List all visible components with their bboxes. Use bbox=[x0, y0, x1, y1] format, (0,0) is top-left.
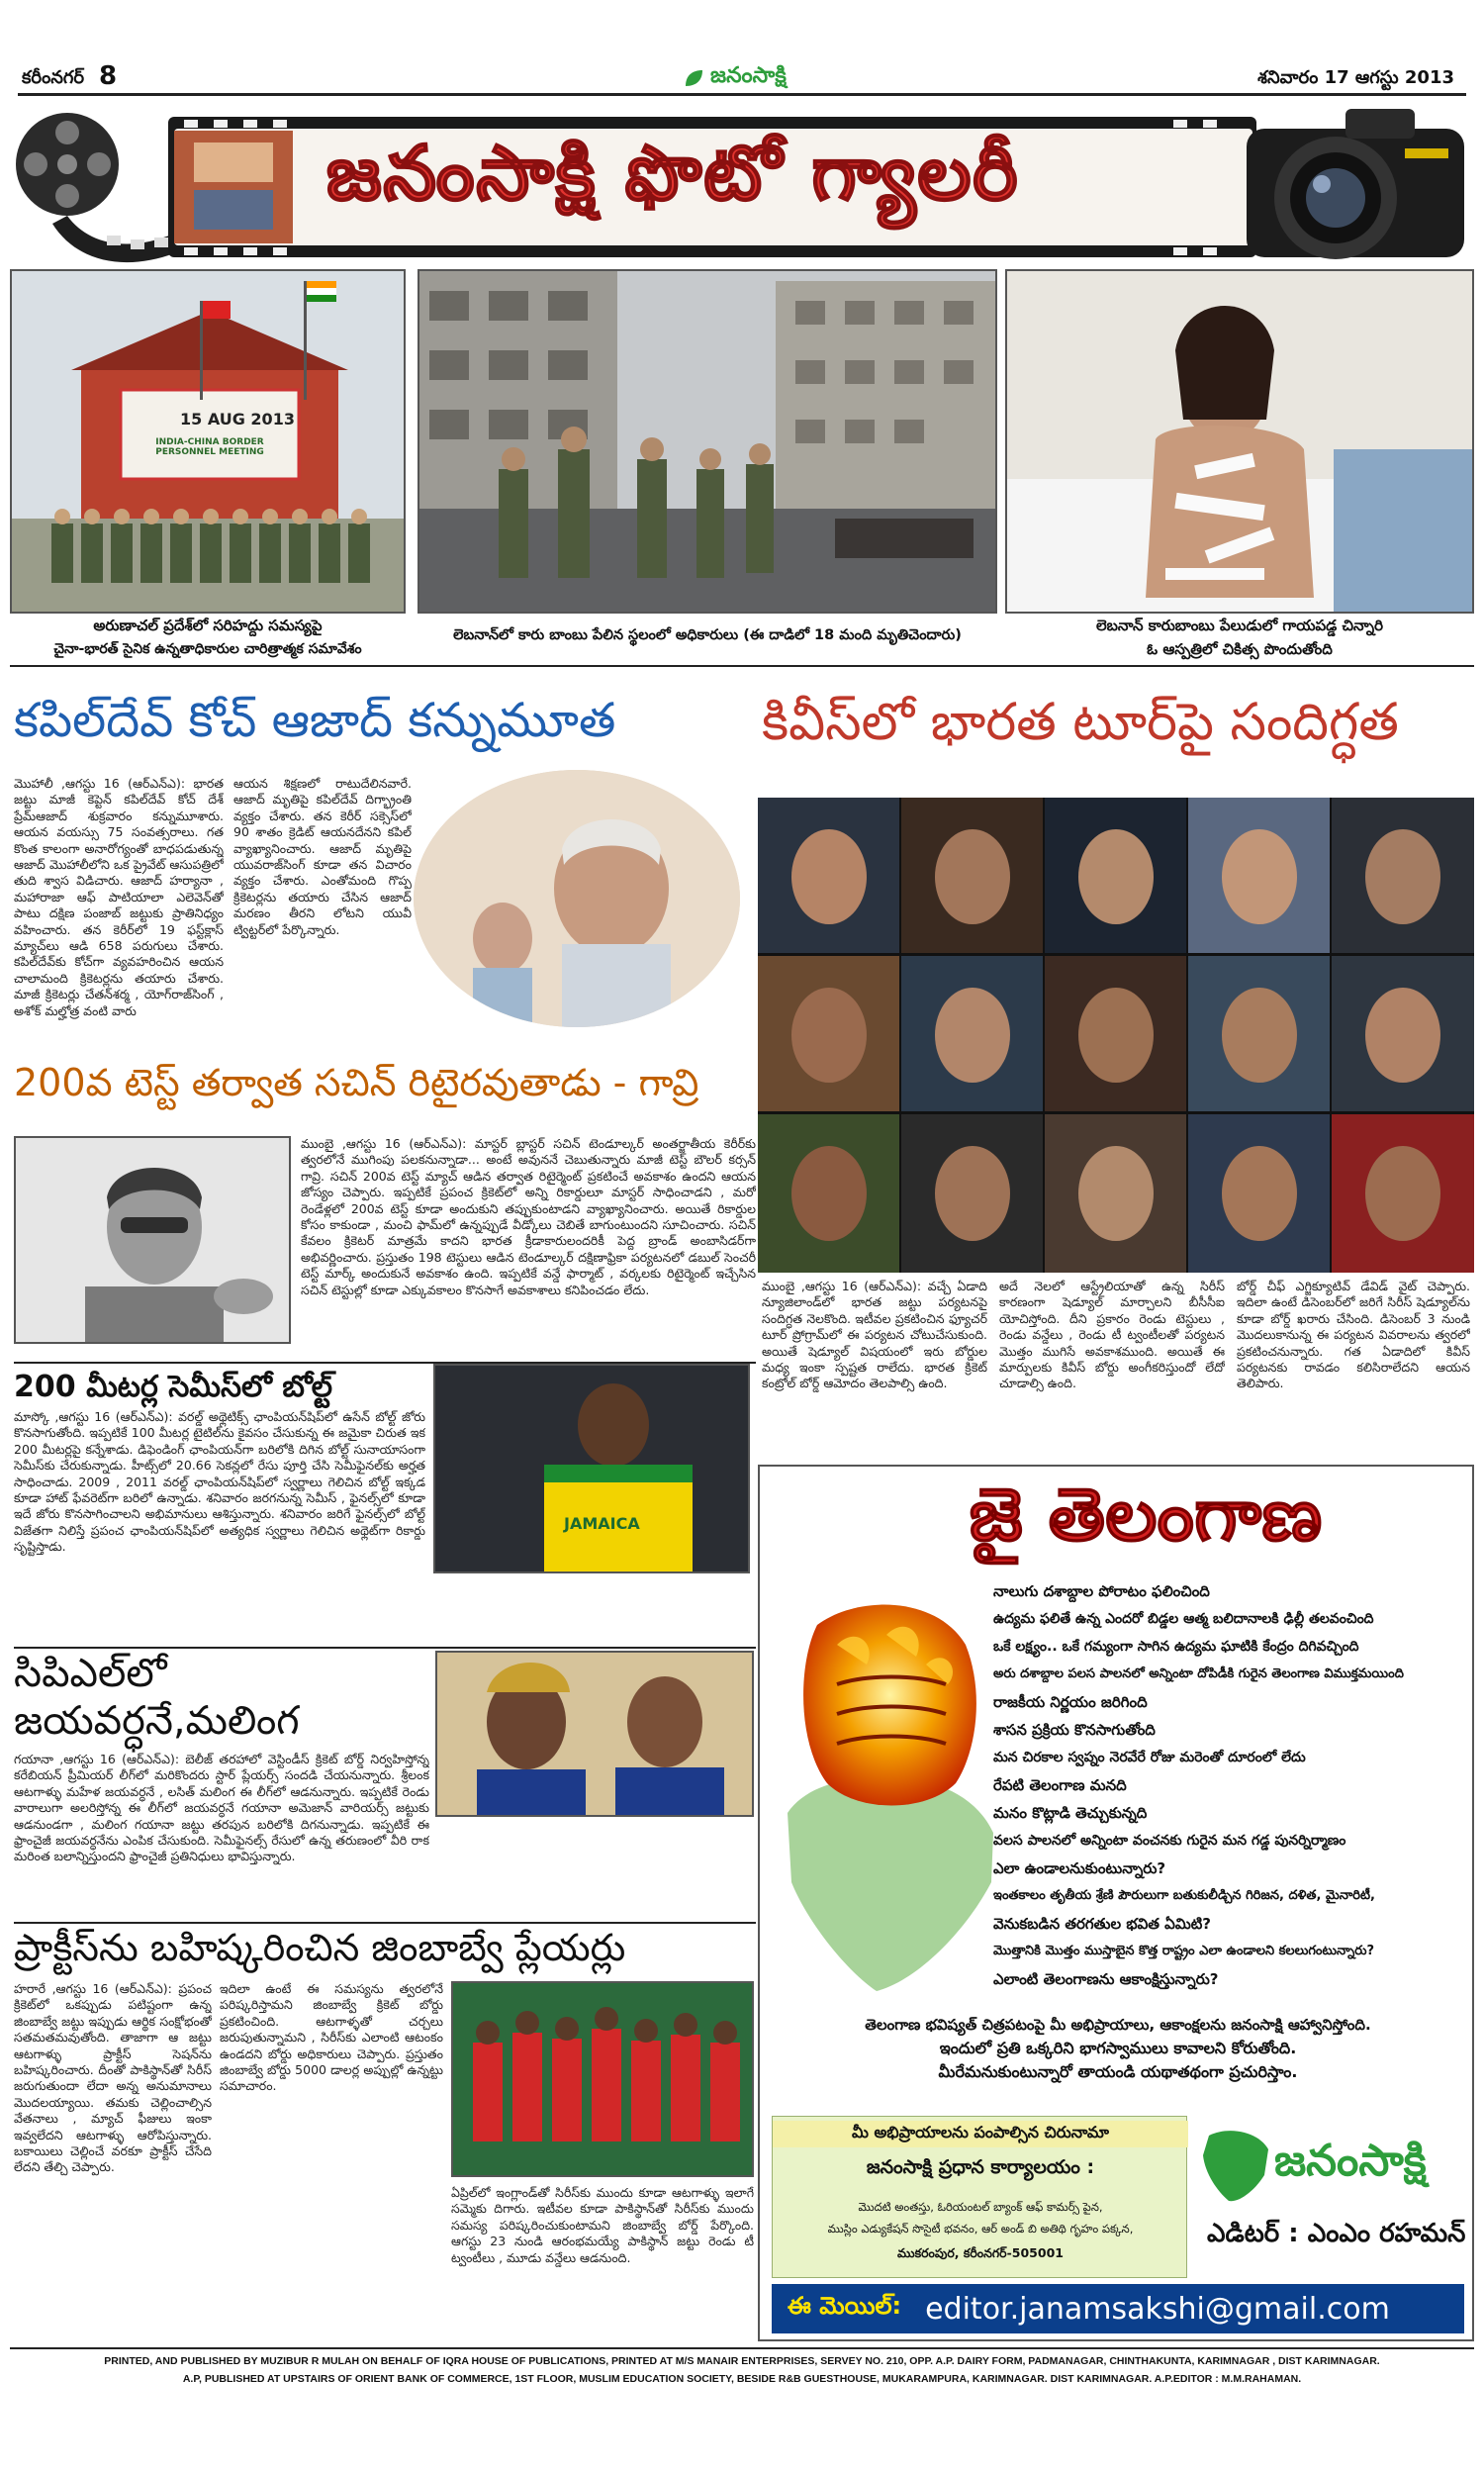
gallery-photo-injured-child bbox=[1005, 269, 1474, 614]
telangana-line-7: మన చిరకాల స్వప్నం నెరవేరే రోజు మరెంతో దూరంలో లేదు bbox=[993, 1750, 1306, 1765]
footer-line1: PRINTED, AND PUBLISHED BY MUZIBUR R MULAH ON BEHALF OF IQRA HOUSE OF PUBLICATIONS, PRINTED AT M/S MANAIR ENTERPRISES, SERVEY NO. 210, OPP. A.P. DAIRY FORM, PADMANAGAR, CHINTHAKUNTA, KARIMNAGAR , DIST KARIMNAGAR. bbox=[104, 2355, 1380, 2367]
azad-portrait-image bbox=[414, 770, 740, 1027]
address-line1: మొదటి అంతస్తు, ఓరియంటల్ బ్యాంక్ ఆఫ్ కామర్స్ పైన, bbox=[858, 2200, 1103, 2214]
gavri-photo bbox=[14, 1136, 291, 1344]
telangana-line-13: వెనుకబడిన తరగతుల భవిత ఏమిటి? bbox=[993, 1915, 1211, 1933]
border-meeting-sign-date: 15 AUG 2013 bbox=[180, 410, 295, 428]
telangana-line-3: ఒకే లక్ష్యం.. ఒకే గమ్యంగా సాగిన ఉద్యమ ఘాటికి కేంద్రం దిగివచ్చింది bbox=[993, 1639, 1359, 1655]
telangana-line-9: మనం కొట్లాడి తెచ్చుకున్నది bbox=[993, 1804, 1148, 1822]
telangana-line-1: నాలుగు దశాబ్దాల పోరాటం ఫలించింది bbox=[993, 1582, 1210, 1600]
gavri-portrait-image bbox=[16, 1138, 291, 1344]
telangana-ad bbox=[758, 1465, 1474, 2341]
page-number: 8 bbox=[99, 61, 118, 91]
telangana-appeal-line3: మీరేమనుకుంటున్నారో తాయండి యథాతథంగా ప్రచురిస్తాం. bbox=[938, 2062, 1298, 2081]
malinga-jayawardene-image bbox=[437, 1653, 754, 1817]
telangana-line-12: ఇంతకాలం తృతీయ శ్రేణి పౌరులుగా బతుకులీడ్చిన గిరిజన, దళిత, మైనారిటీ, bbox=[993, 1888, 1375, 1903]
gallery-bottom-rule bbox=[10, 665, 1474, 667]
cpl-bottom-rule bbox=[14, 1922, 756, 1924]
cpl-headline-line2: జయవర్ధనే,మలింగ bbox=[14, 1698, 300, 1744]
sachin-body: ముంబై ,ఆగస్టు 16 (ఆర్ఎన్ఎ): మాస్టర్ బ్లాస్టర్ సచిన్ టెండూల్కర్ అంతర్జాతీయ కెరీర్‌కు త్వరలోనే ముగింపు పలకనున్నాడా... అంటే అవుననే చెబుతున్నారు మాజీ టెస్ట్ బౌలర్ కర్సన్ గావ్రి. సచిన్ 200వ టెస్ట్ మ్యాచ్ ఆడిన తర్వాత రిటైర్మెంట్ ప్రకటించే అవకాశం ఉందని ఆయన జోస్యం చెప్పారు. ఇప్పటికే ప్రపంచ క్రికెట్‌లో అన్ని రికార్డులూ మాస్టర్ సాధించాడని , మరో రెండేళ్లలో 200వ టెస్ట్ కూడా అందుకుని తప్పుకుంటాడని వ్యాఖ్యానించారు. అయితే రికార్డుల కోసం కాకుండా , మంచి ఫామ్‌లో ఉన్నప్పుడే వీడ్కోలు చెబితే బాగుంటుందని సూచించారు. సచిన్ కేవలం క్రికెటర్ మాత్రమే కాదని భారత క్రీడాకారులందరికీ పెద్ద బ్రాండ్ అంబాసిడర్‌గా అభివర్ణించారు. ప్రస్తుతం 198 టెస్టులు ఆడిన టెండూల్కర్ దక్షిణాఫ్రికా పర్యటనలో డబుల్ సెంచరీ టెస్ట్ మార్క్ అందుకునే అవకాశం ఉంది. ఇప్పటికే వన్డే ఫార్మాట్ , వర్కలకు రిటైర్మెంట్ ఇచ్చేసిన సచిన్ టెస్టుల్లో కూడా ఎక్కువకాలం కొనసాగే అవకాశాలు కనిపించడం లేదు. bbox=[301, 1136, 756, 1297]
telangana-appeal-line2: ఇందులో ప్రతి ఒక్కరిని భాగస్వాములు కావాలని కోరుతోంది. bbox=[939, 2039, 1297, 2057]
email-label: ఈ మెయిల్: bbox=[788, 2292, 902, 2320]
telangana-line-8: రేపటి తెలంగాణ మనది bbox=[993, 1776, 1127, 1794]
address-box bbox=[772, 2116, 1187, 2278]
kiwis-body-col2: అదే నెలలో ఆస్ట్రేలియాతో ఉన్న సిరీస్ కారణంగా షెడ్యూల్ మార్చాలని బీసీసీఐ యోచిస్తోంది. దీని ప్రకారం రెండు టెస్టులు , రెండు వన్డేలు , రెండు టీ ట్వంటీలతో పర్యటన మొత్తం ముగిసే అవకాశముంది. అయితే ఈ మార్పులకు కివీస్ బోర్డు అంగీకరిస్తుందో లేదో చూడాల్సి ఉంది. bbox=[999, 1279, 1225, 1391]
telangana-map-icon bbox=[1199, 2126, 1272, 2205]
camera-icon bbox=[1227, 99, 1474, 267]
telangana-line-15: ఎలాంటి తెలంగాణను ఆకాంక్షిస్తున్నారు? bbox=[993, 1970, 1219, 1988]
telangana-line-4: అరు దశాబ్దాల పలస పాలనలో అన్నింటా దోపిడీకి గురైన తెలంగాణ విముక్తమయింది bbox=[993, 1666, 1404, 1681]
bolt-bottom-rule bbox=[14, 1647, 756, 1649]
page-location: కరీంనగర్ bbox=[22, 67, 84, 88]
telangana-line-2: ఉద్యమ ఫలితే ఉన్న ఎందరో బిడ్డల ఆత్మ బలిదానాలకి ఢిల్లీ తలవంచింది bbox=[993, 1611, 1374, 1627]
gallery-banner bbox=[0, 99, 1484, 267]
bolt-image bbox=[435, 1366, 750, 1573]
kapil-body-col1: మొహాలీ ,ఆగస్టు 16 (ఆర్ఎన్ఎ): భారత జట్టు మాజీ కెప్టెన్ కపిల్‌దేవ్ కోచ్ దేశ్ ప్రేమ్‌ఆజాద్ శుక్రవారం కన్నుమూశారు. ఆయన వయస్సు 75 సంవత్సరాలు. గత కొంత కాలంగా అనారోగ్యంతో బాధపడుతున్న ఆజాద్ మొహాలీలోని ఒక ప్రైవేట్ ఆసుపత్రిలో తుది శ్వాస విడిచారు. ఆజాద్ హర్యానా , మహారాజా ఆఫ్ పాటియాలా ఎలెవెన్‌తో పాటు దక్షిణ పంజాబ్ జట్టుకు ప్రాతినిధ్యం వహించారు. తన కెరీర్‌లో 19 ఫస్ట్‌క్లాస్ మ్యాచ్‌లు ఆడి 658 పరుగులు చేశారు. కపిల్‌దేవ్‌కు కోచ్‌గా వ్యవహరించిన ఆయన చాలామంది క్రికెటర్లను తయారు చేశారు. మాజీ క్రికెటర్లు చేతన్‌శర్మ , యోగ్‌రాజ్‌సింగ్ , అశోక్ మల్హోత్ర వంటి వారు bbox=[14, 776, 224, 1018]
telangana-line-11: ఎలా ఉండాలనుకుంటున్నారు? bbox=[993, 1859, 1166, 1877]
email-address[interactable]: editor.janamsakshi@gmail.com bbox=[925, 2291, 1390, 2327]
bolt-jersey-text: JAMAICA bbox=[564, 1514, 640, 1533]
injured-child-image bbox=[1007, 271, 1474, 614]
film-reel-icon bbox=[8, 105, 176, 263]
photo2-caption: లెబనాన్‌లో కారు బాంబు పేలిన స్థలంలో అధికారులు (ఈ దాడిలో 18 మంది మృతిచెందారు) bbox=[453, 627, 962, 643]
cpl-headline-line1: సిపిఎల్‌లో bbox=[14, 1651, 167, 1696]
raised-fist-emblem bbox=[768, 1585, 1005, 2001]
border-meeting-sign-text: INDIA-CHINA BORDER PERSONNEL MEETING bbox=[155, 437, 264, 457]
masthead-logo bbox=[683, 63, 787, 93]
photo1-caption-line1: అరుణాచల్ ప్రదేశ్‌లో సరిహద్దు సమస్యపై bbox=[93, 617, 323, 634]
address-line2: ముస్లిం ఎడ్యుకేషన్ సొసైటీ భవనం, ఆర్ అండ్ బి అతిథి గృహం పక్కన, bbox=[827, 2222, 1134, 2236]
ad-logo-block bbox=[1195, 2116, 1468, 2278]
kiwis-player-grid bbox=[758, 798, 1474, 1273]
kiwis-headline: కివీస్‌లో భారత టూర్‌పై సందిగ్ధత bbox=[762, 693, 1399, 752]
telangana-lines bbox=[993, 1577, 1468, 1993]
zimbabwe-body-col3: ఏప్రిల్‌లో ఇంగ్లాండ్‌తో సిరీస్‌కు ముందు కూడా ఆటగాళ్ళు ఇలాగే సమ్మెకు దిగారు. ఇటీవల కూడా పాకిస్థాన్‌తో సిరీస్‌కు ముందు సమస్య పరిష్కరించుకుంటామని జింబాబ్వే బోర్డ్ పేర్కొంది. ఆగస్టు 23 నుండి ఆరంభమయ్యే పాకిస్థాన్ జట్టు రెండు టీ ట్వంటీలు , మూడు వన్డేలు ఆడనుంది. bbox=[451, 2185, 754, 2265]
telangana-appeal bbox=[780, 2013, 1456, 2084]
telangana-appeal-line1: తెలంగాణ భవిష్యత్ చిత్రపటంపై మీ అభిప్రాయాలు, ఆకాంక్షలను జనంసాక్షి ఆహ్వానిస్తోంది. bbox=[865, 2016, 1371, 2034]
telangana-line-14: మొత్తానికి మొత్తం ముస్తాబైన కొత్త రాష్ట్రం ఎలా ఉండాలని కలలుగంటున్నారు? bbox=[993, 1944, 1375, 1958]
masthead bbox=[0, 0, 1484, 91]
cpl-photo bbox=[435, 1651, 754, 1817]
gallery-photo-lebanon-blast bbox=[417, 269, 997, 614]
bolt-body: మాస్కో ,ఆగస్టు 16 (ఆర్ఎన్ఎ): వరల్డ్ అథ్లెటిక్స్ ఛాంపియన్‌షిప్‌లో ఉసేన్ బోల్ట్ జోరు కొనసాగుతోంది. ఇప్పటికే 100 మీటర్ల టైటిల్‌ను కైవసం చేసుకున్న ఈ జమైకా చిరుత ఇక 200 మీటర్లపై కన్నేశాడు. డిఫెండింగ్ ఛాంపియన్‌గా బరిలోకి దిగిన బోల్ట్ సునాయాసంగా సెమీస్‌కు చేరుకున్నాడు. హీట్స్‌లో 20.66 సెకన్లలో రేసు పూర్తి చేసి సెమీఫైనల్‌కు అర్హత సాధించాడు. 2009 , 2011 వరల్డ్ ఛాంపియన్‌షిప్‌లో స్వర్ణాలు గెలిచిన బోల్ట్ ఇక్కడ కూడా హాట్ ఫేవరెట్‌గా బరిలో ఉన్నాడు. శనివారం జరగనున్న సెమీస్ , ఫైనల్స్‌లో కూడా ఇదే జోరు కొనసాగించాలని అభిమానులు ఆశిస్తున్నారు. శనివారం జరిగే ఫైనల్స్‌లో బోల్ట్ విజేతగా నిలిస్తే ప్రపంచ ఛాంపియన్‌షిప్‌లో అత్యధిక స్వర్ణాలు గెలిచిన అథ్లెట్‌గా రికార్డు సృష్టిస్తాడు. bbox=[14, 1409, 425, 1555]
masthead-logo-text: జనంసాక్షి bbox=[710, 63, 787, 88]
photo1-caption-line2: చైనా-భారత్ సైనిక ఉన్నతాధికారుల చారిత్రాత్మక సమావేశం bbox=[53, 641, 362, 657]
sachin-headline: 200వ టెస్ట్ తర్వాత సచిన్ రిటైరవుతాడు - గావ్రి bbox=[14, 1061, 699, 1104]
fist-map-icon bbox=[768, 1585, 1005, 2001]
gallery-title: జనంసాక్షి ఫొటో గ్యాలరీ bbox=[326, 129, 1020, 217]
lebanon-blast-image bbox=[419, 271, 997, 614]
kiwis-body-col3: బోర్డ్ చీఫ్ ఎగ్జిక్యూటివ్ డేవిడ్ వైట్ చెప్పారు. ఇదిలా ఉంటే డిసెంబర్‌లో జరిగే సిరీస్ షెడ్యూల్‌ను కూడా బోర్డ్ ఖరారు చేసింది. డిసెంబర్ 3 నుండి మొదలుకానున్న ఈ పర్యటన వివరాలను త్వరలో ప్రకటించనున్నారు. గత ఏడాదిలో కివీస్ పర్యటనకు రావడం కలిసిరాలేదని ఆయన తెలిపారు. bbox=[1237, 1279, 1470, 1391]
telangana-title: జై తెలంగాణ bbox=[969, 1473, 1323, 1558]
bolt-headline: 200 మీటర్ల సెమీస్‌లో బోల్ట్ bbox=[14, 1370, 333, 1404]
address-line3: ముకరంపుర, కరీంనగర్-505001 bbox=[897, 2245, 1064, 2260]
bolt-photo bbox=[433, 1364, 750, 1573]
kapil-body-col2: ఆయన శిక్షణలో రాటుదేలినవారే. ఆజాద్ మృతిపై కపిల్‌దేవ్ దిగ్భ్రాంతి వ్యక్తం చేశారు. తన కెరీర్ సక్సెస్‌లో 90 శాతం క్రెడిట్ ఆయనదేనని కపిల్ వ్యాఖ్యానించారు. ఆజాద్ మృతిపై యువరాజ్‌సింగ్ కూడా తన విచారం వ్యక్తం చేశారు. ఎంతోమంది గొప్ప క్రికెటర్లను తయారు చేసిన ఆజాద్ మరణం తీరని లోటని యువీ ట్విట్టర్‌లో పేర్కొన్నారు. bbox=[233, 776, 412, 937]
footer-rule bbox=[10, 2347, 1474, 2349]
logo-leaf-icon bbox=[683, 67, 704, 89]
gallery-photo-border-meeting bbox=[10, 269, 406, 614]
photo3-caption-line1: లెబనాన్ కారుబాంబు పేలుడులో గాయపడ్డ చిన్నారి bbox=[1096, 617, 1383, 634]
zimbabwe-body-col1: హరారే ,ఆగస్టు 16 (ఆర్ఎన్ఎ): ప్రపంచ క్రికెట్‌లో ఒకప్పుడు పటిష్టంగా ఉన్న జింబాబ్వే జట్టు ఇప్పుడు ఆర్థిక సంక్షోభంతో సతమతమవుతోంది. తాజాగా ఆ జట్టు ఆటగాళ్ళు ప్రాక్టీస్ సెషన్‌ను బహిష్కరించారు. దీంతో పాకిస్థాన్‌తో సిరీస్ జరుగుతుందా లేదా అన్న అనుమానాలు మొదలయ్యాయి. తమకు చెల్లించాల్సిన వేతనాలు , మ్యాచ్ ఫీజులు ఇంకా ఇవ్వలేదని ఆటగాళ్ళు ఆరోపిస్తున్నారు. బకాయిలు చెల్లించే వరకూ ప్రాక్టీస్ చేసేది లేదని తేల్చి చెప్పారు. bbox=[14, 1981, 212, 2175]
cpl-body: గయానా ,ఆగస్టు 16 (ఆర్ఎన్ఎ): బెలీజ్ తరహాలో వెస్టిండీస్ క్రికెట్ బోర్డ్ నిర్వహిస్తోన్న కరేబియన్ ప్రీమియర్ లీగ్‌లో మరికొందరు స్టార్ ప్లేయర్స్ సందడి చేయనున్నారు. శ్రీలంక ఆటగాళ్ళు మహేళ జయవర్ధనే , లసిత్ మలింగ ఈ లీగ్‌లో ఆడనున్నారు. ఇప్పటికే రెండు వారాలుగా అలరిస్తోన్న ఈ లీగ్‌లో జయవర్ధనే గయానా అమెజాన్ వారియర్స్ జట్టుకు ఆడనుండగా , మలింగ గయానా జట్టు తరపున బరిలోకి దిగనున్నాడు. ఇప్పటికే ఈ ఫ్రాంచైజీ జయవర్ధనేను ఎంపిక చేసుకుంది. సెమీఫైనల్స్ రేసులో ఉన్న తరుణంలో వీరి రాక మరింత బలాన్నిస్తుందని ఫ్రాంచైజీ ప్రతినిధులు భావిస్తున్నారు. bbox=[14, 1752, 429, 1864]
kapil-photo-oval bbox=[414, 770, 740, 1027]
kiwis-body-col1: ముంబై ,ఆగస్టు 16 (ఆర్ఎన్ఎ): వచ్చే ఏడాది న్యూజిలాండ్‌లో భారత జట్టు పర్యటనపై సందిగ్ధత నెలకొంది. ఇటీవల ప్రకటించిన ఫ్యూచర్ టూర్ ప్రోగ్రామ్‌లో ఈ పర్యటన చోటుచేసుకుంది. అయితే షెడ్యూల్ విషయంలో ఇరు బోర్డుల మధ్య ఇంకా స్పష్టత రాలేదు. భారత క్రికెట్ కంట్రోల్ బోర్డ్ ఆమోదం తెలపాల్సి ఉంది. bbox=[762, 1279, 987, 1391]
zimbabwe-team-image bbox=[453, 1983, 754, 2177]
zimbabwe-headline: ప్రాక్టీస్‌ను బహిష్కరించిన జింబాబ్వే ప్లేయర్లు bbox=[14, 1926, 626, 1969]
office-name: జనంసాక్షి ప్రధాన కార్యాలయం : bbox=[866, 2156, 1095, 2178]
editor-label: ఎడిటర్ : ఎంఎం రహమన్ bbox=[1207, 2219, 1466, 2248]
email-bar bbox=[772, 2284, 1464, 2333]
zimbabwe-photo bbox=[451, 1981, 754, 2177]
address-heading: మీ అభిప్రాయాలను పంపాల్సిన చిరునామా bbox=[773, 2121, 1188, 2147]
player-faces-image bbox=[758, 798, 1474, 1273]
telangana-line-6: శాసన ప్రక్రియ కొనసాగుతోంది bbox=[993, 1721, 1156, 1739]
page-date: శనివారం 17 ఆగస్టు 2013 bbox=[1257, 67, 1454, 88]
telangana-line-10: వలస పాలనలో అన్నింటా వంచనకు గురైన మన గడ్డ పునర్నిర్మాణం bbox=[993, 1833, 1346, 1849]
telangana-line-5: రాజకీయ నిర్ణయం జరిగింది bbox=[993, 1693, 1148, 1711]
footer-line2: A.P, PUBLISHED AT UPSTAIRS OF ORIENT BANK OF COMMERCE, 1ST FLOOR, MUSLIM EDUCATION SOCIETY, BESIDE R&B GUESTHOUSE, MUKARAMPURA, KARIMNAGAR. DIST KARIMNAGAR. A.P.EDITOR : M.M.RAHAMAN. bbox=[182, 2373, 1302, 2385]
kapil-headline: కపిల్‌దేవ్ కోచ్ ఆజాద్ కన్నుమూత bbox=[14, 693, 616, 748]
zimbabwe-body-col2: ఇదిలా ఉంటే ఈ సమస్యను త్వరలోనే పరిష్కరిస్తామని జింబాబ్వే క్రికెట్ బోర్డు ప్రకటించింది. ఆటగాళ్ళతో చర్చలు జరుపుతున్నామని , సిరీస్‌కు ఎలాంటి ఆటంకం ఉండదని బోర్డు అధికారులు చెప్పారు. ప్రస్తుతం జింబాబ్వే బోర్డు 5000 డాలర్ల అప్పుల్లో ఉన్నట్టు సమాచారం. bbox=[220, 1981, 443, 2094]
photo3-caption-line2: ఓ ఆస్పత్రిలో చికిత్స పొందుతోంది bbox=[1147, 640, 1333, 658]
masthead-rule bbox=[18, 93, 1466, 96]
ad-logo-text: జనంసాక్షి bbox=[1274, 2136, 1427, 2186]
